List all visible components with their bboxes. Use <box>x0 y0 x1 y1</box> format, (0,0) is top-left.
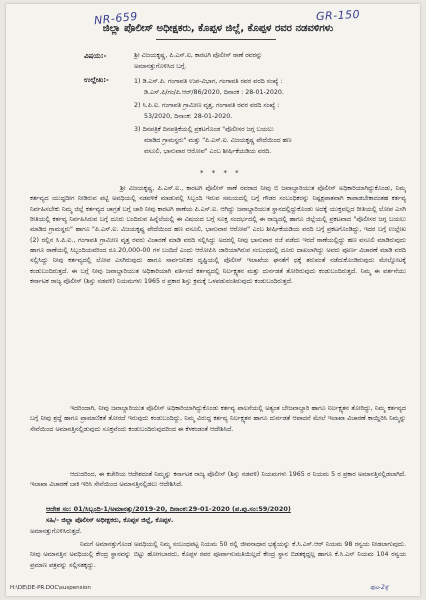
subject-line-1: ಶ್ರೀ ವಿಜಯಕೃಷ್ಣ, ಪಿ.ಎಸ್.ಐ, ಕಾರಟಗಿ ಪೊಲೀಸ್ ಠಾಣೆ ರವರನ್ನು <box>134 52 263 59</box>
page-continuation: ಪುಟ-2ಕ್ಕೆ <box>370 584 389 591</box>
subject-line-2: ಅಮಾನತ್ತುಗೊಳಿಸಿದ ಬಗ್ಗೆ. <box>134 63 187 70</box>
order-result-line: ಅಮಾನತ್ತುಗೊಳಿಸಿರುತ್ತದೆ. <box>30 528 82 535</box>
closing-paragraph: ನಿಮಗೆ ಅಮಾನತ್ತುಗೊಂಡ ಅವಧಿಯಲ್ಲಿ ನಿಮ್ಮ ಸಂಬಂಧಪಟ್ಟ ನಿಯಮ 50 ರಲ್ಲಿ ಜೀವನಾಧಾರ ಭತ್ಯೆಯನ್ನು ಕೆ.ಸಿ.ಎಸ್.ಆರ್ ನಿಯಮ 98 ರನ್ವಯ ನೀಡಲಾಗುವುದು. ನೀವು ಅಮಾನತ್ತಿನ ಅವಧಿಯಲ್ಲಿ ಕೇಂದ್ರ ಸ್ಥಾನವನ್ನು ಬಿಟ್ಟು ಹೋಗಬಾರದು, ಕೊಪ್ಪಳ ರವರ ಪೂರ್ವಾನುಮತಿಯಿಲ್ಲದೆ ಕೇಂದ್ರ ಸ್ಥಾನ ಬಿಡತಕ್ಕದ್ದಲ್ಲ ಹಾಗೂ ಕೆ.ಸಿ.ಎಸ್ ನಿಯಮ 104 ರನ್ವಯ ಪ್ರಮಾಣ ಪತ್ರವನ್ನು ಸಲ್ಲಿಸತಕ್ಕದ್ದು. <box>30 541 406 569</box>
handwritten-reference-right: GR-150 <box>315 7 361 24</box>
document-title: ಜಿಲ್ಲಾ ಪೊಲೀಸ್ ಅಧೀಕ್ಷಕರು, ಕೊಪ್ಪಳ ಜಿಲ್ಲೆ, ಕೊಪ್ಪಳ ರವರ ನಡವಳಿಗಳು <box>102 23 334 34</box>
reference-item-2b: 53/2020, ದಿನಾಂಕ: 28-01-2020. <box>144 113 233 120</box>
document-page <box>6 4 420 596</box>
handwritten-reference-left: NR-659 <box>93 9 139 28</box>
reference-label: ಉಲ್ಲೇಖ:- <box>84 76 109 84</box>
reference-item-2a: 2) ಸಿ.ಪಿ.ಐ. ಗಂಗಾವತಿ ಗ್ರಾಮೀಣ ವೃತ್ತ, ಗಂಗಾವತಿ ರವರ ವರದಿ ಸಂಖ್ಯೆ : <box>134 102 280 109</box>
reference-item-3a: 3) ದಿನಪತ್ರಿಕೆ ದಿನಪತ್ರಿಕೆಯಲ್ಲಿ ಪ್ರಕಟಗೊಂಡ "ಪೊಲೀಸರ ಜಗ್ಗ ಬಯಲು <box>134 126 274 133</box>
subject-label: ವಿಷಯ:- <box>84 52 107 60</box>
body-paragraph-1: ಶ್ರೀ ವಿಜಯಕೃಷ್ಣ, ಪಿ.ಎಸ್.ಐ., ಕಾರಟಗಿ ಪೊಲೀಸ್ ಠಾಣೆ ರವರಾದ ನೀವು ಬಿ ಜವಾಬ್ದಾರಿಯುತ ಪೊಲೀಸ್ ಅಧಿಕಾರಿಯಾಗಿದ್ದುಕೊಂಡು, ನಿಮ್ಮ ಕರ್ತವ್ಯದ ಯುದ್ಧದೀಗ ನೀಡಿರುವ ಪಟ್ಟಿ ಅವಧಿಯಲ್ಲಿ ನಡವಳಿಕೆ ಮಾಡುವಲ್ಲಿ ಸಿಬ್ಬಂದಿ ಇರುವ ಸಮಯದಲ್ಲಿ ಬಗ್ಗೆ ಗೌಡರ ಸಂಬಂಧಿಕರನ್ನು ನಿಷ್ಪಕ್ಷಪಾತವಾಗಿ ಕಾಪಾಡಬೇಕಾದಂತಹ ಕರ್ತವ್ಯ ನಿರ್ವಹಿಸಬೇಕು ನಿಮ್ಮ ಜಿಲ್ಲೆ ಕರ್ತವ್ಯದ ಚಾಗ್ರತೆ ಬಗ್ಗೆ ಚಾರಿ ನೀವು ಕಾರಟಗಿ ಠಾಣೆಯ ಪಿ.ಎಸ್.ಐ. ಆಗಿದ್ದು ಜವಾಬ್ದಾರಿಯುತ ಸ್ಥಾನದಲ್ಲಿದ್ದುಕೊಂಡು ಅದಕ್ಕೆ ಯುಕ್ತವಲ್ಲದ ರೀತಿಯಲ್ಲಿ ಲೋಪ ಎಸಗಿ ರೀತಿಯಲ್ಲಿ ಕರ್ತವ್ಯ ನಿರ್ವಹಿಸಿರುವ ಬಗ್ಗೆ ದೂರು ಬಂದಿರುವ ಹಿನ್ನೆಲೆಯಲ್ಲಿ ಈ ವಿಷಯದ ಬಗ್ಗೆ ಸೂಕ್ತ ಸಂದರ್ಭದಲ್ಲಿ ಈ ರಾಜ್ಯದಲ್ಲಿ ಹಾಗೂ ಜಿಲ್ಲೆಯಲ್ಲಿ ಪ್ರಕಟವಾದ "ಪೊಲೀಸರ ಜಗ್ಗ ಬಯಲು ಮಾಡಿದ ಗ್ರಾಮಸ್ಥರು" ಹಾಗೂ "ಪಿ.ಎಸ್.ಐ. ವಿಜಯಕೃಷ್ಣ ಪೇದೆಯಿಂದ ಹಣ ವಸೂಲಿ, ಭಾನುವಾರ ಆರೋಪ" ಎಂಬ ಶೀರ್ಷಿಕೆಯಡಿಯ ವರದಿ ಬಗ್ಗೆ ಪ್ರಕಟಗೊಂಡಿದ್ದು, ಇದರ ಬಗ್ಗೆ ಉಲ್ಲೇಖ (2) ರಲ್ಲಿನ ಸಿ.ಪಿ.ಐ., ಗಂಗಾವತಿ ಗ್ರಾಮೀಣ ವೃತ್ತ ರವರು ವಿಚಾರಣೆ ಮಾಡಿ ವರದಿ ಸಲ್ಲಿಸಿದ್ದು ಅದರಲ್ಲಿ ನೀವು ಭಾನುವಾರ ರಜೆ ಪಡೆದು ಇರದೆ ಠಾಣೆಯಲ್ಲಿದ್ದು ಹಣ ವಸೂಲಿ ಮಾಡಿರುವುದು ಹಾಗೂ ಠಾಣೆಯಲ್ಲಿ ಸಿಬ್ಬಂದಿಯವರಿಂದ ರೂ.20,000-00 ಗಳ ಬಂದಿದೆ ಎಂದು ಆರೋಪಿಸಿ ಜಾರಿಯಾಗಿರುವ ಸಂಬಂಧದಲ್ಲಿ ದೂರು ದಾಖಲಾಗಿದ್ದು ಅವರು ಪೂರ್ಣ ವಿಚಾರಣೆ ಮಾಡಿ ವರದಿ ಸಲ್ಲಿಸಿದ್ದು ನೀವು ಕರ್ತವ್ಯದಲ್ಲಿ ಲೋಪ ಎಸಗಿರುವುದು ಹಾಗೂ ಸಾರ್ವಜನಿಕರ ದೃಷ್ಟಿಯಲ್ಲಿ ಪೊಲೀಸ್ ಇಲಾಖೆಯ ಘನತೆಗೆ ಧಕ್ಕೆ ತರುವಂತೆ ನಡೆದುಕೊಂಡಿರುವುದು ಮೇಲ್ನೋಟಕ್ಕೆ ಕಂಡುಬಂದಿರುತ್ತದೆ. ಈ ಬಗ್ಗೆ ನೀವು ಜವಾಬ್ದಾರಿಯುತ ಅಧಿಕಾರಿಯಾಗಿ ವರ್ತಿಸದೆ ಕರ್ತವ್ಯದಲ್ಲಿ ನಿರ್ಲಕ್ಷ್ಯತನ ಮತ್ತು ದುರ್ನಡತೆ ತೋರಿರುವುದು ಕಂಡುಬಂದಿರುತ್ತದೆ. ನಿಮ್ಮ ಈ ವರ್ತನೆಯು ಕರ್ನಾಟಕ ರಾಜ್ಯ ಪೊಲೀಸ್ (ಶಿಸ್ತು ನಡವಳಿ) ನಿಯಮಗಳು 1965 ರ ಪ್ರಕಾರ ಶಿಸ್ತು ಕ್ರಮಕ್ಕೆ ಒಳಪಡುವಂತಿರುವುದು ಕಂಡುಬಂದಿರುತ್ತದೆ. <box>30 185 406 286</box>
body-paragraph-3: ಆದುದರಿಂದ, ಈ ಕಚೇರಿಯ ಆದೇಶದಂತೆ ನಿಮ್ಮನ್ನು ಕರ್ನಾಟಕ ರಾಜ್ಯ ಪೊಲೀಸ್ (ಶಿಸ್ತು ನಡವಳಿ) ನಿಯಮಗಳು 1965 ರ ನಿಯಮ 5 ರ ಪ್ರಕಾರ ಅಮಾನತ್ತಿನಲ್ಲಿಡಲಾಗಿದೆ. ಇಲಾಖಾ ವಿಚಾರಣೆ ಬಾಕಿ ಇರಿಸಿ ಸೇವೆಯಿಂದ ಅಮಾನತ್ತಿನಲ್ಲಿಡಲು ಆದೇಶಿಸಿದೆ. <box>30 471 406 489</box>
reference-item-1b: ಡಿ.ಎಸ್.ಪಿ/ಗಂ/ಪಿ.ಆರ್/86/2020, ದಿನಾಂಕ : 28-01-2020. <box>144 89 284 96</box>
body-paragraph-2: ಇದರಿಂದಾಗಿ, ನೀವು ಜವಾಬ್ದಾರಿಯುತ ಪೊಲೀಸ್ ಅಧಿಕಾರಿಯಾಗಿದ್ದುಕೊಂಡು ಕರ್ತವ್ಯ ಪಾಲನೆಯಲ್ಲಿ ಅತ್ಯಂತ ಬೇಜವಾಬ್ದಾರಿ ಹಾಗೂ ನಿರ್ಲಕ್ಷ್ಯತನ ತೋರಿದ್ದು, ನಿಮ್ಮ ಕರ್ತವ್ಯದ ಬಗ್ಗೆ ನೀವು ಶ್ರದ್ಧೆ ಹಾಗೂ ಪ್ರಾಮಾಣಿಕತೆ ತೋರದೆ ಇರುವುದು ಕಂಡುಬಂದಿದ್ದು, ನಿಮ್ಮ ವಿರುದ್ಧ ಕರ್ತವ್ಯ ನಿರ್ಲಕ್ಷ್ಯತನ ಹಾಗೂ ದುರ್ನಡತೆ ಆಪಾದನೆ ಮೇಲೆ ಇಲಾಖಾ ವಿಚಾರಣೆ ಕಾಯ್ದಿರಿಸಿ ನಿಮ್ಮನ್ನು ಸೇವೆಯಿಂದ ಅಮಾನತ್ತಿನಲ್ಲಿಡುವುದು ಸೂಕ್ತವೆಂದು ಕಂಡುಬಂದಿರುವುದರಿಂದ ಈ ಕೆಳಕಂಡಂತೆ ಆದೇಶಿಸಿದೆ. <box>30 405 406 433</box>
section-separator: * * * * <box>200 169 242 177</box>
file-path: H:\DE\DE-PR.DOC\suspension <box>10 585 91 591</box>
order-number-line: ಆದೇಶ ಸಂ: 01/ಸಿಬ್ಬಂದಿ-1/ಅಮಾನತ್ತು/2019-20, ದಿನಾಂಕ:29-01-2020 (ಪ.ಪು.ಸಂ:59/2020) <box>46 505 291 513</box>
reference-item-3b: ಮಾಡಿದ ಗ್ರಾಮಸ್ಥರು" ಮತ್ತು "ಪಿ.ಎಸ್.ಐ. ವಿಜಯಕೃಷ್ಣ ಪೇದೆಯಿಂದ ಹಣ <box>144 137 292 144</box>
order-signatory-line: ಸಹಿ/- ಜಿಲ್ಲಾ ಪೊಲೀಸ್ ಅಧೀಕ್ಷಕರು, ಕೊಪ್ಪಳ ಜಿಲ್ಲೆ, ಕೊಪ್ಪಳ. <box>46 516 174 524</box>
reference-item-3c: ವಸೂಲಿ, ಭಾನುವಾರ ಆರೋಪ" ಎಂಬ ಶೀರ್ಷಿಕೆಯಡಿಯ ವರದಿ. <box>144 148 272 155</box>
reference-item-1a: 1) ಡಿ.ಎಸ್.ಪಿ. ಗಂಗಾವತಿ ಉಪ-ವಿಭಾಗ, ಗಂಗಾವತಿ ರವರ ವರದಿ ಸಂಖ್ಯೆ : <box>134 78 283 85</box>
title-underline <box>156 39 276 40</box>
